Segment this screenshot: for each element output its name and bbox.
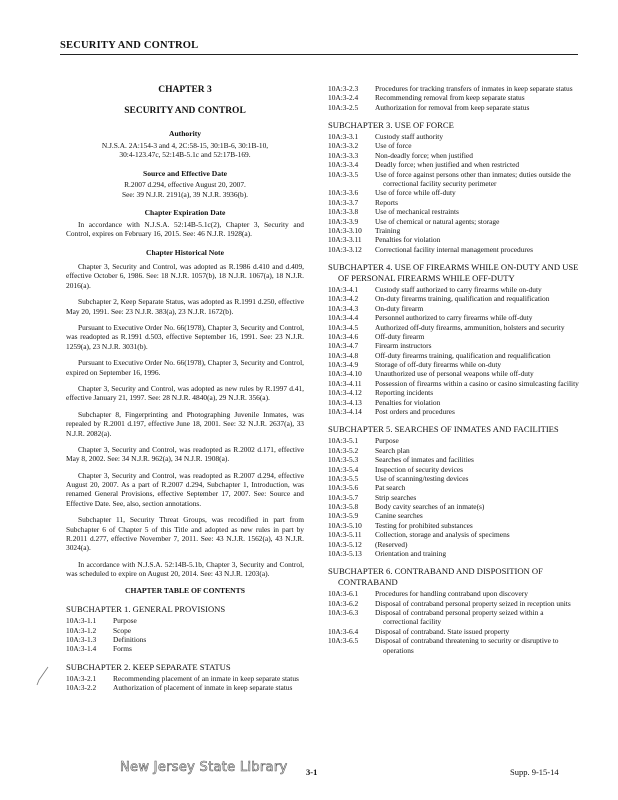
- section-title: Personnel authorized to carry firearms while off-duty: [375, 313, 533, 323]
- toc-entry: [328, 446, 580, 455]
- section-number: 10A:3-3.9: [328, 216, 359, 226]
- section-number: 10A:3-4.5: [328, 322, 359, 332]
- section-title: Use of force: [375, 141, 412, 151]
- section-title: Unauthorized use of personal weapons while off-duty: [375, 369, 534, 379]
- chapter-title: SECURITY AND CONTROL: [124, 106, 246, 117]
- section-title: Use of force against persons other than inmates; duties outside the correctional facility security perimeter: [375, 169, 571, 189]
- section-number: 10A:3-4.9: [328, 360, 359, 370]
- section-title: Canine searches: [375, 511, 423, 521]
- section-number: 10A:3-5.4: [328, 464, 359, 474]
- page-header: SECURITY AND CONTROL: [60, 40, 199, 51]
- section-title: Authorized off-duty firearms, ammunition, holsters and security: [375, 322, 565, 332]
- source-text: R.2007 d.294, effective August 20, 2007.: [124, 180, 246, 190]
- section-number: 10A:3-5.7: [328, 492, 359, 502]
- section-number: 10A:3-4.3: [328, 303, 359, 313]
- toc-entry: [328, 313, 580, 322]
- toc-entry: [328, 360, 580, 369]
- history-paragraph: Chapter 3, Security and Control, was adopted as new rules by R.1997 d.41, effective January 21, 1997. See: 28 N.J.R. 4840(a), 29 N.J.R. 356(a).: [66, 383, 304, 403]
- section-number: 10A:3-3.1: [328, 132, 359, 142]
- toc-entry: [328, 93, 580, 102]
- section-title: Off-duty firearms training, qualification and requalification: [375, 350, 551, 360]
- toc-list: [328, 436, 580, 558]
- right-column: [328, 84, 580, 655]
- toc-entry: [328, 207, 580, 216]
- history-paragraph: Subchapter 11, Security Threat Groups, was recodified in part from Subchapter 6 of Chapter 5 of this Title and adopted as new rules in part by R.2011 d.277, effective November 7, 2011. See: 43 N.J.R. 1562(a), 43 N.J.R. 3024(a).: [66, 515, 304, 553]
- section-number: 10A:3-3.8: [328, 207, 359, 217]
- section-number: 10A:3-2.4: [328, 93, 359, 103]
- toc-entry: [328, 226, 580, 235]
- section-title: Use of force while off-duty: [375, 188, 456, 198]
- section-title: Use of chemical or natural agents; storage: [375, 216, 500, 226]
- section-title: Penalties for violation: [375, 235, 441, 245]
- section-number: 10A:3-5.1: [328, 436, 359, 446]
- section-number: 10A:3-4.4: [328, 313, 359, 323]
- section-title: Recommending placement of an inmate in keep separate status: [113, 673, 299, 683]
- section-number: 10A:3-5.11: [328, 530, 362, 540]
- section-title: Inspection of security devices: [375, 464, 464, 474]
- section-title: Procedures for tracking transfers of inmates in keep separate status: [375, 84, 573, 93]
- history-paragraph: Pursuant to Executive Order No. 66(1978), Chapter 3, Security and Control, expired on September 16, 1996.: [66, 358, 304, 377]
- section-number: 10A:3-5.9: [328, 511, 359, 521]
- section-number: 10A:3-2.2: [66, 682, 97, 692]
- section-title: Storage of off-duty firearms while on-duty: [375, 360, 502, 370]
- margin-pen-mark: [36, 666, 50, 686]
- toc-entry: [328, 398, 580, 407]
- section-title: Searches of inmates and facilities: [375, 455, 474, 465]
- toc-list: [328, 285, 580, 416]
- toc-entry: [328, 511, 580, 520]
- toc-entry: [328, 285, 580, 294]
- history-paragraph: Chapter 3, Security and Control, was adopted as R.1986 d.410 and d.409, effective October 6, 1986. See: 18 N.J.R. 1057(b), 18 N.J.R. 1067(a), 18 N.J.R. 2016(a).: [66, 262, 304, 290]
- section-title: Non-deadly force; when justified: [375, 150, 473, 160]
- toc-entry: [328, 84, 580, 93]
- section-number: 10A:3-3.2: [328, 141, 359, 151]
- toc-entry: [328, 132, 580, 141]
- section-title: Custody staff authority: [375, 132, 444, 142]
- toc-entry: [328, 521, 580, 530]
- section-number: 10A:3-5.13: [328, 549, 362, 559]
- toc-entry: [66, 674, 304, 683]
- expiration-heading: Chapter Expiration Date: [144, 207, 226, 217]
- section-title: Possession of firearms within a casino or casino simulcasting facility: [375, 378, 579, 388]
- authority-text: N.J.S.A. 2A:154-3 and 4, 2C:58-15, 30:1B-6, 30:1B-10,: [101, 140, 269, 150]
- section-title: (Reserved): [375, 539, 408, 549]
- section-number: 10A:3-5.5: [328, 473, 359, 483]
- section-title: Procedures for handling contraband upon discovery: [375, 589, 528, 599]
- section-number: 10A:3-4.14: [328, 407, 362, 417]
- section-number: 10A:3-4.7: [328, 341, 359, 351]
- section-title: Strip searches: [375, 492, 417, 502]
- toc-entry: [328, 217, 580, 226]
- history-list: [66, 262, 304, 579]
- subchapter-title: SUBCHAPTER 4. USE OF FIREARMS WHILE ON-DUTY AND USE OF PERSONAL FIREARMS WHILE OFF-DUTY: [328, 262, 579, 284]
- toc-entry: [328, 589, 580, 598]
- history-paragraph: Chapter 3, Security and Control, was readopted as R.2007 d.294, effective August 20, 2007. As a part of R.2007 d.294, Subchapter 1, Introduction, was renamed General Provisions, effective September 17, 2007. See: Source and Effective Date. See, also, section annotations.: [66, 470, 304, 508]
- section-title: Disposal of contraband threatening to security or disruptive to operations: [375, 636, 559, 655]
- section-number: 10A:3-3.5: [328, 169, 359, 179]
- section-title: Post orders and procedures: [375, 407, 455, 417]
- toc-entry: [328, 294, 580, 303]
- section-title: Recommending removal from keep separate status: [375, 93, 525, 103]
- toc-entry: [328, 627, 580, 636]
- history-paragraph: Subchapter 2, Keep Separate Status, was adopted as R.1991 d.250, effective May 20, 1991. See: 23 N.J.R. 383(a), 23 N.J.R. 1672(b).: [66, 297, 304, 316]
- section-number: 10A:3-3.6: [328, 188, 359, 198]
- expiration-text: In accordance with N.J.S.A. 52:14B-5.1c(2), Chapter 3, Security and Control, expires on February 16, 2015. See: 46 N.J.R. 1928(a).: [66, 219, 304, 238]
- section-title: Testing for prohibited substances: [375, 520, 473, 530]
- section-title: Collection, storage and analysis of specimens: [375, 530, 510, 540]
- subchapter-title: SUBCHAPTER 1. GENERAL PROVISIONS: [66, 604, 226, 615]
- toc-entry: [328, 388, 580, 397]
- toc-entry: [328, 332, 580, 341]
- section-number: 10A:3-3.11: [328, 235, 362, 245]
- section-number: 10A:3-5.12: [328, 539, 362, 549]
- section-number: 10A:3-5.10: [328, 520, 362, 530]
- section-number: 10A:3-6.2: [328, 598, 359, 608]
- section-title: Training: [375, 225, 401, 235]
- toc-entry: [66, 644, 304, 653]
- section-number: 10A:3-3.7: [328, 197, 359, 207]
- section-title: Authorization of placement of inmate in keep separate status: [113, 682, 293, 692]
- section-number: 10A:3-1.4: [66, 644, 97, 654]
- section-title: On-duty firearm: [375, 303, 424, 313]
- toc-entry: [328, 502, 580, 511]
- toc-list: [328, 84, 580, 112]
- section-number: 10A:3-6.4: [328, 626, 359, 636]
- toc-list: [328, 589, 580, 655]
- toc-entry: [328, 170, 580, 189]
- toc-entry: [328, 103, 580, 112]
- section-number: 10A:3-2.5: [328, 102, 359, 112]
- section-number: 10A:3-2.3: [328, 84, 359, 93]
- subchapter-title: SUBCHAPTER 5. SEARCHES OF INMATES AND FACILITIES: [328, 424, 559, 435]
- section-number: 10A:3-1.1: [66, 616, 97, 626]
- toc-entry: [328, 235, 580, 244]
- section-number: 10A:3-4.8: [328, 350, 359, 360]
- section-title: Reports: [375, 197, 398, 207]
- toc-entry: [328, 465, 580, 474]
- toc-entry: [328, 540, 580, 549]
- toc-list: [328, 132, 580, 254]
- history-paragraph: Subchapter 8, Fingerprinting and Photographing Juvenile Inmates, was repealed by R.2001 d.197, effective June 18, 2001. See: 32 N.J.R. 2637(a), 33 N.J.R. 2082(a).: [66, 409, 304, 438]
- subchapter-title: SUBCHAPTER 3. USE OF FORCE: [328, 120, 454, 131]
- section-number: 10A:3-6.1: [328, 589, 359, 599]
- toc-entry: [328, 379, 580, 388]
- toc-entry: [328, 188, 580, 197]
- section-number: 10A:3-6.5: [328, 636, 359, 646]
- history-paragraph: Pursuant to Executive Order No. 66(1978), Chapter 3, Security and Control, was readopted as R.1991 d.503, effective September 16, 1991. See: 23 N.J.R. 1259(a), 23 N.J.R. 3031(b).: [66, 322, 304, 351]
- chapter-label: CHAPTER 3: [158, 85, 212, 95]
- section-number: 10A:3-3.12: [328, 244, 362, 254]
- section-title: Deadly force; when justified and when restricted: [375, 160, 520, 170]
- section-number: 10A:3-4.13: [328, 397, 362, 407]
- section-number: 10A:3-5.2: [328, 445, 359, 455]
- toc-heading: CHAPTER TABLE OF CONTENTS: [125, 585, 245, 595]
- page-number: 3-1: [306, 767, 318, 777]
- authority-heading: Authority: [168, 129, 202, 139]
- toc-entry: [328, 341, 580, 350]
- source-text: See: 39 N.J.R. 2191(a), 39 N.J.R. 3936(b).: [121, 189, 249, 199]
- section-title: Use of scanning/testing devices: [375, 473, 469, 483]
- left-column: [66, 84, 304, 692]
- toc-list: [66, 674, 304, 693]
- toc-entry: [328, 304, 580, 313]
- section-number: 10A:3-5.8: [328, 502, 359, 512]
- toc-list: [66, 616, 304, 654]
- toc-entry: [328, 323, 580, 332]
- toc-entry: [328, 599, 580, 608]
- toc-entry: [66, 683, 304, 692]
- section-title: Forms: [113, 644, 132, 654]
- section-title: Disposal of contraband personal property seized in reception units: [375, 598, 571, 608]
- section-title: Disposal of contraband. State issued property: [375, 626, 510, 636]
- section-title: Scope: [113, 625, 132, 635]
- section-title: Authorization for removal from keep separate status: [375, 102, 530, 112]
- section-title: Disposal of contraband personal property seized within a correctional facility: [375, 608, 544, 627]
- toc-entry: [328, 493, 580, 502]
- section-number: 10A:3-4.6: [328, 331, 359, 341]
- toc-entry: [328, 483, 580, 492]
- toc-entry: [328, 160, 580, 169]
- toc-entry: [328, 141, 580, 150]
- toc-entry: [328, 198, 580, 207]
- toc-entry: [328, 151, 580, 160]
- toc-entry: [66, 616, 304, 625]
- section-title: Penalties for violation: [375, 397, 441, 407]
- section-title: Orientation and training: [375, 549, 447, 559]
- section-number: 10A:3-3.3: [328, 150, 359, 160]
- toc-entry: [328, 407, 580, 416]
- section-number: 10A:3-5.3: [328, 455, 359, 465]
- section-title: Search plan: [375, 445, 410, 455]
- section-number: 10A:3-4.10: [328, 369, 362, 379]
- section-title: Purpose: [375, 436, 399, 446]
- toc-entry: [328, 636, 580, 655]
- section-title: On-duty firearms training, qualification and requalification: [375, 294, 550, 304]
- section-title: Off-duty firearm: [375, 331, 425, 341]
- header-rule: [60, 54, 578, 55]
- section-title: Custody staff authorized to carry firearms while on-duty: [375, 284, 542, 294]
- history-paragraph: In accordance with N.J.S.A. 52:14B-5.1b, Chapter 3, Security and Control, was scheduled to expire on August 20, 2014. See: 43 N.J.R. 1203(a).: [66, 559, 304, 579]
- history-heading: Chapter Historical Note: [146, 248, 224, 258]
- toc-entry: [328, 245, 580, 254]
- section-number: 10A:3-1.2: [66, 625, 97, 635]
- toc-entry: [328, 608, 580, 627]
- section-number: 10A:3-4.12: [328, 388, 362, 398]
- subchapter-title: SUBCHAPTER 2. KEEP SEPARATE STATUS: [66, 661, 231, 672]
- section-number: 10A:3-3.10: [328, 225, 362, 235]
- section-title: Correctional facility internal management procedures: [375, 244, 534, 254]
- section-number: 10A:3-4.11: [328, 378, 362, 388]
- section-number: 10A:3-1.3: [66, 634, 97, 644]
- toc-entry: [328, 530, 580, 539]
- section-title: Firearm instructors: [375, 341, 432, 351]
- library-stamp: New Jersey State Library: [120, 760, 288, 775]
- source-heading: Source and Effective Date: [142, 168, 227, 178]
- section-number: 10A:3-5.6: [328, 483, 359, 493]
- history-paragraph: Chapter 3, Security and Control, was readopted as R.2002 d.171, effective May 8, 2002. See: 34 N.J.R. 962(a), 34 N.J.R. 1908(a).: [66, 444, 304, 464]
- section-number: 10A:3-2.1: [66, 673, 97, 683]
- section-title: Reporting incidents: [375, 388, 434, 398]
- toc-entry: [328, 474, 580, 483]
- toc-entry: [328, 455, 580, 464]
- section-title: Body cavity searches of an inmate(s): [375, 502, 485, 512]
- section-title: Definitions: [113, 634, 147, 644]
- section-number: 10A:3-6.3: [328, 608, 359, 618]
- section-number: 10A:3-3.4: [328, 160, 359, 170]
- supplement-date: Supp. 9-15-14: [510, 767, 559, 777]
- toc-entry: [66, 635, 304, 644]
- authority-text: 30:4-123.47c, 52:14B-5.1c and 52:17B-169.: [119, 150, 251, 160]
- section-number: 10A:3-4.2: [328, 294, 359, 304]
- subchapter-title: SUBCHAPTER 6. CONTRABAND AND DISPOSITION OF CONTRABAND: [328, 566, 543, 588]
- section-title: Use of mechanical restraints: [375, 207, 459, 217]
- toc-entry: [328, 351, 580, 360]
- toc-entry: [328, 436, 580, 445]
- toc-entry: [66, 626, 304, 635]
- section-number: 10A:3-4.1: [328, 284, 359, 294]
- toc-entry: [328, 549, 580, 558]
- section-title: Purpose: [113, 616, 137, 626]
- toc-entry: [328, 369, 580, 378]
- section-title: Pat search: [375, 483, 406, 493]
